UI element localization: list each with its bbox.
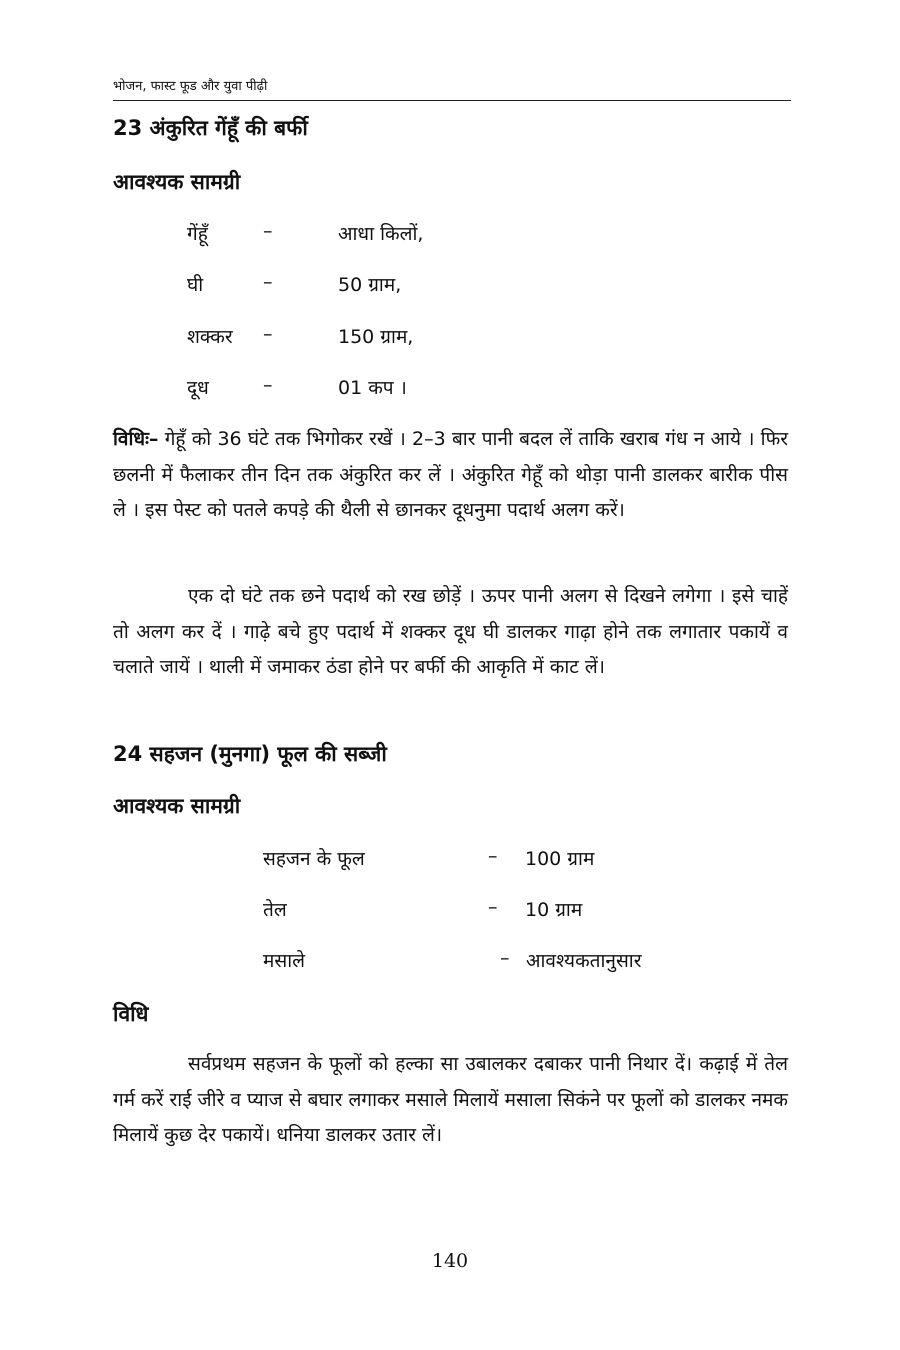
- ingredient-dash: –: [263, 220, 273, 242]
- page-number: 140: [431, 1250, 469, 1272]
- ingredient-dash: –: [263, 374, 273, 396]
- ingredient-name: दूध: [187, 377, 209, 399]
- ingredient-dash: –: [263, 271, 273, 293]
- recipe-1-ingredients-heading: आवश्यक सामग्री: [113, 170, 241, 194]
- ingredient-quantity: 01 कप ।: [338, 377, 407, 399]
- recipe-2-method-heading: विधि: [113, 1002, 149, 1026]
- ingredient-quantity: 50 ग्राम,: [338, 274, 402, 296]
- ingredient-quantity: आधा किलों,: [338, 223, 424, 245]
- recipe-1-method-paragraph-1: [113, 422, 788, 529]
- ingredient-quantity: आवश्यकतानुसार: [526, 950, 642, 972]
- ingredient-quantity: 150 ग्राम,: [338, 326, 414, 348]
- method-text: गेहूँ को 36 घंटे तक भिगोकर रखें । 2–3 बार पानी बदल लें ताकि खराब गंध न आये । फिर छलनी में फैलाकर तीन दिन तक अंकुरित कर लें । अंकुरित गेहूँ को थोड़ा पानी डालकर बारीक पीस ले । इस पेस्ट को पतले कपड़े की थैली से छानकर दूधनुमा पदार्थ अलग करें।: [113, 428, 788, 521]
- ingredient-name: गेंहूँ: [187, 223, 208, 245]
- ingredient-name: सहजन के फूल: [263, 848, 365, 870]
- ingredient-name: शक्कर: [187, 326, 233, 348]
- ingredient-name: घी: [187, 274, 204, 296]
- method-label: विधिः–: [113, 428, 159, 450]
- ingredient-quantity: 100 ग्राम: [525, 848, 595, 870]
- ingredient-name: मसाले: [263, 950, 306, 972]
- recipe-1-title: 23 अंकुरित गेंहूँ की बर्फी: [113, 116, 308, 140]
- ingredient-dash: –: [263, 323, 273, 345]
- ingredient-name: तेल: [263, 899, 287, 921]
- recipe-1-method-paragraph-2: एक दो घंटे तक छने पदार्थ को रख छोड़ें । ऊपर पानी अलग से दिखने लगेगा । इसे चाहें तो अलग कर दें । गाढ़े बचे हुए पदार्थ में शक्कर दूध घी डालकर गाढ़ा होने तक लगातार पकायें व चलाते जायें । थाली में जमाकर ठंडा होने पर बर्फी की आकृति में काट लें।: [113, 585, 788, 678]
- ingredient-dash: –: [500, 947, 510, 969]
- running-header: भोजन, फास्ट फूड और युवा पीढ़ी: [113, 79, 268, 94]
- ingredient-quantity: 10 ग्राम: [525, 899, 583, 921]
- recipe-2-title: 24 सहजन (मुनगा) फूल की सब्जी: [113, 742, 387, 766]
- recipe-2-ingredients-heading: आवश्यक सामग्री: [113, 794, 241, 818]
- ingredient-dash: –: [488, 896, 498, 918]
- ingredient-dash: –: [488, 845, 498, 867]
- recipe-2-method-paragraph: सर्वप्रथम सहजन के फूलों को हल्का सा उबालकर दबाकर पानी निथार दें। कढ़ाई में तेल गर्म करें राई जीरे व प्याज से बघार लगाकर मसाले मिलायें मसाला सिकंने पर फूलों को डालकर नमक मिलायें कुछ देर पकायें। धनिया डालकर उतार लें।: [113, 1053, 789, 1146]
- header-rule: [113, 100, 791, 101]
